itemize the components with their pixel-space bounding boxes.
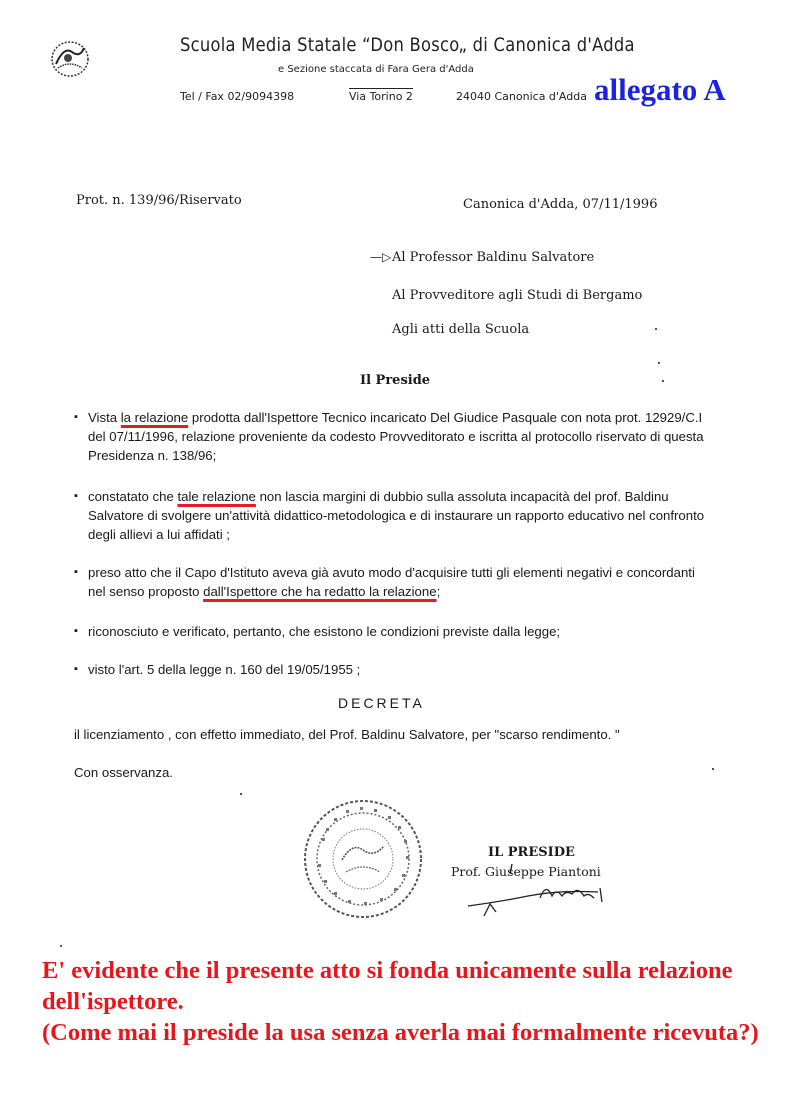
highlighted-phrase: la relazione: [120, 410, 189, 425]
handwritten-signature: [428, 862, 628, 922]
annotation-note: [42, 955, 772, 1048]
recipient-provveditore: Al Provveditore agli Studi di Bergamo: [392, 288, 643, 303]
scan-speck: [712, 768, 714, 770]
decision-text: il licenziamento , con effetto immediato, del Prof. Baldinu Salvatore, per "scarso rendimento. ": [74, 727, 620, 742]
paragraph-visto: ▪ visto l'art. 5 della legge n. 160 del 19/05/1955 ;: [74, 662, 361, 677]
bullet-icon: ▪: [74, 663, 78, 675]
telfax: Tel / Fax 02/9094398: [180, 90, 295, 103]
scan-speck: [240, 793, 242, 795]
school-address: Via Torino 2: [349, 90, 413, 103]
highlighted-phrase: dall'Ispettore che ha redatto la relazione: [203, 584, 437, 599]
bullet-icon: ▪: [74, 625, 78, 637]
highlighted-phrase: tale relazione: [177, 489, 256, 504]
protocol-number: Prot. n. 139/96/Riservato: [76, 193, 242, 208]
bullet-icon: ▪: [74, 566, 78, 578]
scan-speck: [658, 362, 660, 364]
paragraph-constatato: ▪ constatato che tale relazione non lascia margini di dubbio sulla assoluta incapacità del prof. Baldinu Salvatore di svolgere un'attività didattico-metodologica e di instaurare un rapporto educativo nel confronto degli allievi a lui affidati ;: [74, 489, 705, 542]
paragraph-vista: ▪ Vista la relazione prodotta dall'Ispettore Tecnico incaricato Del Giudice Pasquale con nota prot. 12929/C.I del 07/11/1996, relazione proveniente da codesto Provveditorato e iscritta al protocollo riservato di questa Presidenza n. 138/96;: [74, 410, 704, 463]
school-seal-stamp: [302, 798, 424, 920]
recipient-teacher: Al Professor Baldinu Salvatore: [392, 250, 595, 265]
paragraph-riconosciuto: ▪ riconosciuto e verificato, pertanto, che esistono le condizioni previste dalla legge;: [74, 624, 561, 639]
recipient-school-records: Agli atti della Scuola: [392, 322, 530, 337]
letter-heading: Il Preside: [360, 373, 431, 388]
school-city: 24040 Canonica d'Adda: [456, 90, 587, 103]
signature-name: Prof. Giuseppe Piantoni: [451, 864, 601, 879]
annotation-line-2: (Come mai il preside la usa senza averla mai formalmente ricevuta?): [42, 1019, 759, 1046]
school-logo: [46, 38, 94, 80]
place-date: Canonica d'Adda, 07/11/1996: [463, 197, 658, 212]
annotation-line-1: E' evidente che il presente atto si fonda unicamente sulla relazione dell'ispettore.: [42, 957, 733, 1015]
scan-speck: [655, 328, 657, 330]
signature-title: IL PRESIDE: [488, 845, 575, 860]
scan-speck: [60, 945, 62, 947]
decreta-heading: DECRETA: [338, 695, 425, 711]
school-name: Scuola Media Statale “Don Bosco„ di Canonica d'Adda: [180, 34, 635, 56]
paragraph-preso-atto: ▪ preso atto che il Capo d'Istituto aveva già avuto modo d'acquisire tutti gli elementi negativi e concordanti nel senso proposto dall'Ispettore che ha redatto la relazione;: [74, 565, 695, 599]
school-section: e Sezione staccata di Fara Gera d'Adda: [278, 64, 474, 75]
arrow-icon: —▷: [370, 250, 392, 264]
bullet-icon: ▪: [74, 490, 78, 502]
attachment-label: allegato A: [594, 72, 726, 107]
closing-text: Con osservanza.: [74, 765, 173, 780]
bullet-icon: ▪: [74, 411, 78, 423]
scan-speck: [662, 380, 664, 382]
